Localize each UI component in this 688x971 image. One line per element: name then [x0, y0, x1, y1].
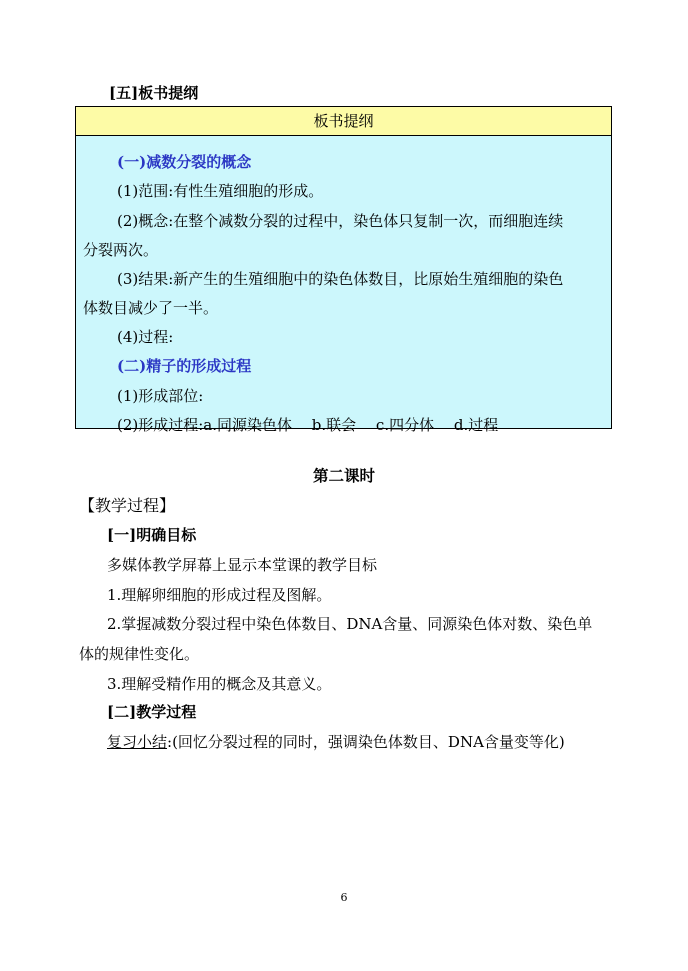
goal-3: 3.理解受精作用的概念及其意义。	[107, 675, 332, 693]
goal-2-line2: 体的规律性变化。	[79, 645, 200, 663]
page-number: 6	[340, 891, 348, 904]
item-concept-line2: 分裂两次。	[83, 241, 159, 259]
teaching-process-heading: 【教学过程】	[79, 496, 176, 515]
sub-heading-process: [二]教学过程	[107, 703, 197, 721]
item-result-line2: 体数目减少了一半。	[83, 299, 219, 317]
blackboard-outline-box	[75, 106, 612, 434]
item-scope: (1)范围:有性生殖细胞的形成。	[117, 182, 324, 200]
heading-meiosis-concept: (一)减数分裂的概念	[117, 153, 252, 171]
goal-2-line1: 2.掌握减数分裂过程中染色体数目、DNA含量、同源染色体对数、染色单	[107, 615, 593, 633]
review-summary	[107, 732, 565, 752]
item-concept-line1: (2)概念:在整个减数分裂的过程中，染色体只复制一次，而细胞连续	[117, 212, 564, 230]
goal-1: 1.理解卵细胞的形成过程及图解。	[107, 586, 332, 604]
item-result-line1: (3)结果:新产生的生殖细胞中的染色体数目，比原始生殖细胞的染色	[117, 270, 564, 288]
goals-intro: 多媒体教学屏幕上显示本堂课的教学目标	[107, 556, 378, 574]
box-header: 板书提纲	[76, 107, 611, 136]
item-formation-process: (2)形成过程:a.同源染色体 b.联会 c.四分体 d.过程	[117, 416, 499, 434]
sub-heading-goals: [一]明确目标	[107, 526, 197, 544]
section-title: [五]板书提纲	[109, 84, 199, 102]
heading-sperm-formation: (二)精子的形成过程	[117, 357, 252, 375]
lesson-title: 第二课时	[312, 466, 375, 485]
review-text: :(回忆分裂过程的同时，强调染色体数目、DNA含量变等化)	[167, 733, 565, 751]
box-body	[76, 136, 611, 434]
item-process: (4)过程:	[117, 328, 174, 346]
item-formation-site: (1)形成部位:	[117, 387, 204, 405]
review-label: 复习小结	[107, 733, 168, 751]
